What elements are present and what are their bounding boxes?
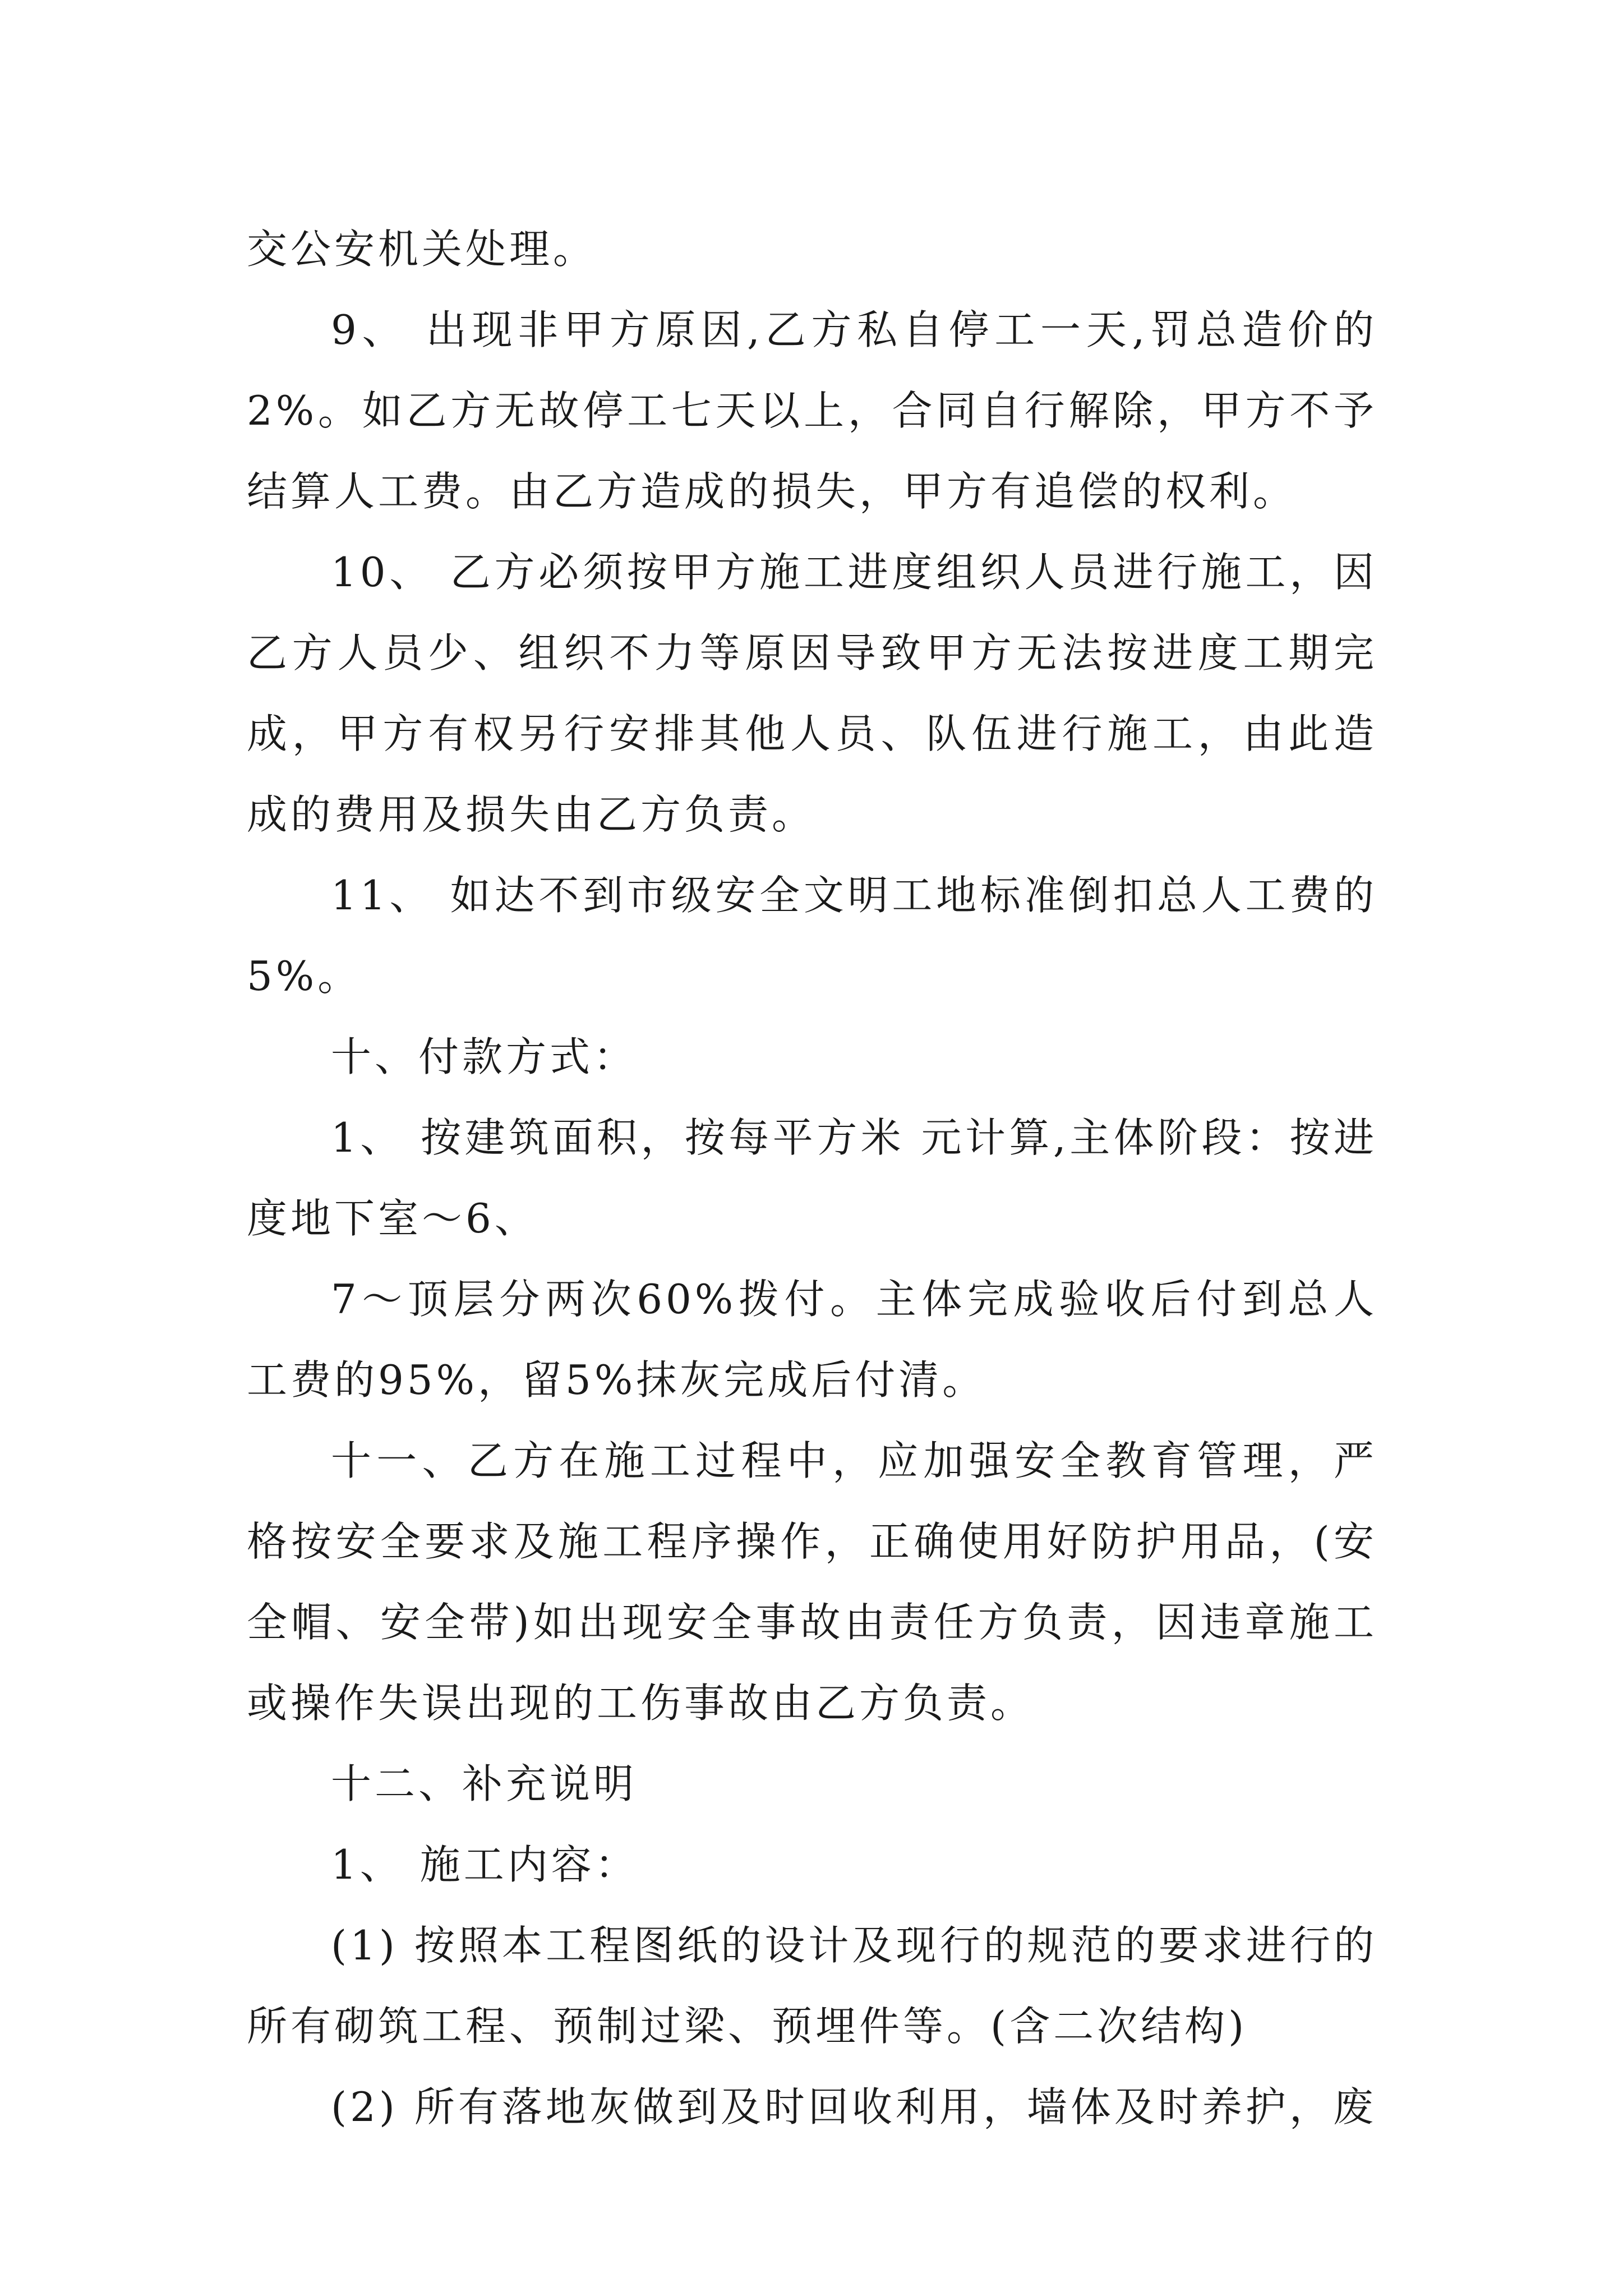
section-heading-supplement: 十二、补充说明 <box>331 1760 638 1807</box>
paragraph-clause-11: 11、 如达不到市级安全文明工地标准倒扣总人工费的5%。 <box>247 872 1377 1000</box>
paragraph-clause-9: 9、 出现非甲方原因,乙方私自停工一天,罚总造价的2%。如乙方无故停工七天以上，合同自行解除，甲方不予结算人工费。由乙方造成的损失，甲方有追偿的权利。 <box>247 306 1377 515</box>
paragraph-payment-2: 7～顶层分两次60%拨付。主体完成验收后付到总人工费的95%，留5%抹灰完成后付清。 <box>247 1276 1377 1404</box>
paragraph-construction-content: 1、 施工内容： <box>331 1841 639 1888</box>
section-safety: 十一、乙方在施工过程中，应加强安全教育管理，严格按安全要求及施工程序操作，正确使用好防护用品，(安全帽、安全带)如出现安全事故由责任方负责，因违章施工或操作失误出现的工伤事故由乙方负责。 <box>247 1437 1377 1727</box>
document-body <box>247 209 1377 2147</box>
paragraph-item-2: (2) 所有落地灰做到及时回收利用，墙体及时养护，废 <box>331 2083 1377 2131</box>
paragraph-payment-1: 1、 按建筑面积，按每平方米 元计算,主体阶段：按进度地下室～6、 <box>247 1114 1377 1242</box>
paragraph-clause-10: 10、 乙方必须按甲方施工进度组织人员进行施工，因乙方人员少、组织不力等原因导致甲方无法按进度工期完成，甲方有权另行安排其他人员、队伍进行施工，由此造成的费用及损失由乙方负责。 <box>247 549 1377 838</box>
paragraph-continuation: 交公安机关处理。 <box>247 226 597 273</box>
section-heading-payment: 十、付款方式： <box>331 1033 638 1080</box>
paragraph-item-1: (1) 按照本工程图纸的设计及现行的规范的要求进行的所有砌筑工程、预制过梁、预埋件等。(含二次结构) <box>247 1922 1377 2050</box>
